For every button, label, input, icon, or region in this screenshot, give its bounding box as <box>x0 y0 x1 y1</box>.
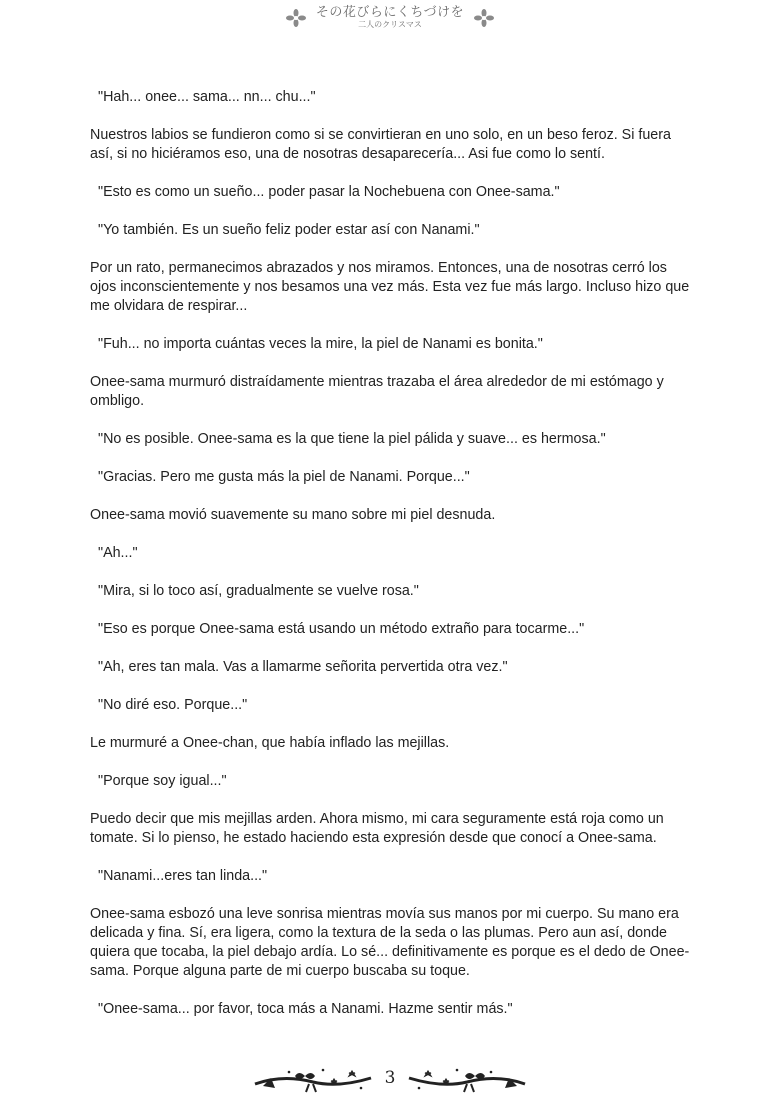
dialogue-line: "Mira, si lo toco así, gradualmente se vuelve rosa." <box>98 583 419 599</box>
dialogue-line: "Yo también. Es un sueño feliz poder estar así con Nanami." <box>98 222 480 238</box>
flower-icon <box>286 9 306 27</box>
dialogue-line: "No es posible. Onee-sama es la que tiene la piel pálida y suave... es hermosa." <box>98 431 606 447</box>
narration-paragraph: Onee-sama movió suavemente su mano sobre mi piel desnuda. <box>90 507 496 523</box>
dialogue-line: "Nanami...eres tan linda..." <box>98 868 268 884</box>
dialogue-line: "Hah... onee... sama... nn... chu..." <box>98 89 316 105</box>
dialogue-line: "Esto es como un sueño... poder pasar la Nochebuena con Onee-sama." <box>98 184 560 200</box>
narration-paragraph: Onee-sama murmuró distraídamente mientras trazaba el área alrededor de mi estómago y ombligo. <box>90 374 664 409</box>
book-subtitle: 二人のクリスマス <box>358 20 422 29</box>
dialogue-line: "Gracias. Pero me gusta más la piel de Nanami. Porque..." <box>98 469 470 485</box>
page-number: 3 <box>384 1068 396 1088</box>
narration-paragraph: Onee-sama esbozó una leve sonrisa mientras movía sus manos por mi cuerpo. Su mano era delicada y fina. Sí, era ligera, como la textura de la seda o las plumas. Pero aun así, donde quiera que tocaba, la piel debajo ardía. Lo sé... definitivamente es porque es el dedo de Onee-sama. Porque alguna parte de mi cuerpo buscaba su toque. <box>90 906 690 979</box>
page-header <box>0 6 780 29</box>
flower-icon <box>474 9 494 27</box>
dialogue-line: "Ah, eres tan mala. Vas a llamarme señorita pervertida otra vez." <box>98 659 508 675</box>
dialogue-line: "Porque soy igual..." <box>98 773 227 789</box>
narration-paragraph: Por un rato, permanecimos abrazados y nos miramos. Entonces, una de nosotras cerró los ojos inconscientemente y nos besamos una vez más. Esta vez fue más largo. Incluso hizo que me olvidara de respirar... <box>90 260 690 314</box>
ribbon-ornament-icon <box>407 1062 527 1094</box>
narration-paragraph: Nuestros labios se fundieron como si se convirtieran en uno solo, en un beso feroz. Si fuera así, si no hiciéramos eso, una de nosotras desaparecería... Asi fue como lo sentí. <box>90 127 671 162</box>
dialogue-line: "Ah..." <box>98 545 138 561</box>
dialogue-line: "No diré eso. Porque..." <box>98 697 248 713</box>
dialogue-line: "Fuh... no importa cuántas veces la mire, la piel de Nanami es bonita." <box>98 336 543 352</box>
narration-paragraph: Puedo decir que mis mejillas arden. Ahora mismo, mi cara seguramente está roja como un tomate. Si lo pienso, he estado haciendo esta expresión desde que conocí a Onee-sama. <box>90 811 664 846</box>
story-text <box>90 88 696 1038</box>
ribbon-ornament-icon <box>253 1062 373 1094</box>
dialogue-line: "Eso es porque Onee-sama está usando un método extraño para tocarme..." <box>98 621 585 637</box>
dialogue-line: "Onee-sama... por favor, toca más a Nanami. Hazme sentir más." <box>98 1001 513 1017</box>
page-footer <box>0 1062 780 1094</box>
narration-paragraph: Le murmuré a Onee-chan, que había inflado las mejillas. <box>90 735 450 751</box>
header-titles <box>316 6 464 29</box>
book-title: その花びらにくちづけを <box>315 5 465 20</box>
